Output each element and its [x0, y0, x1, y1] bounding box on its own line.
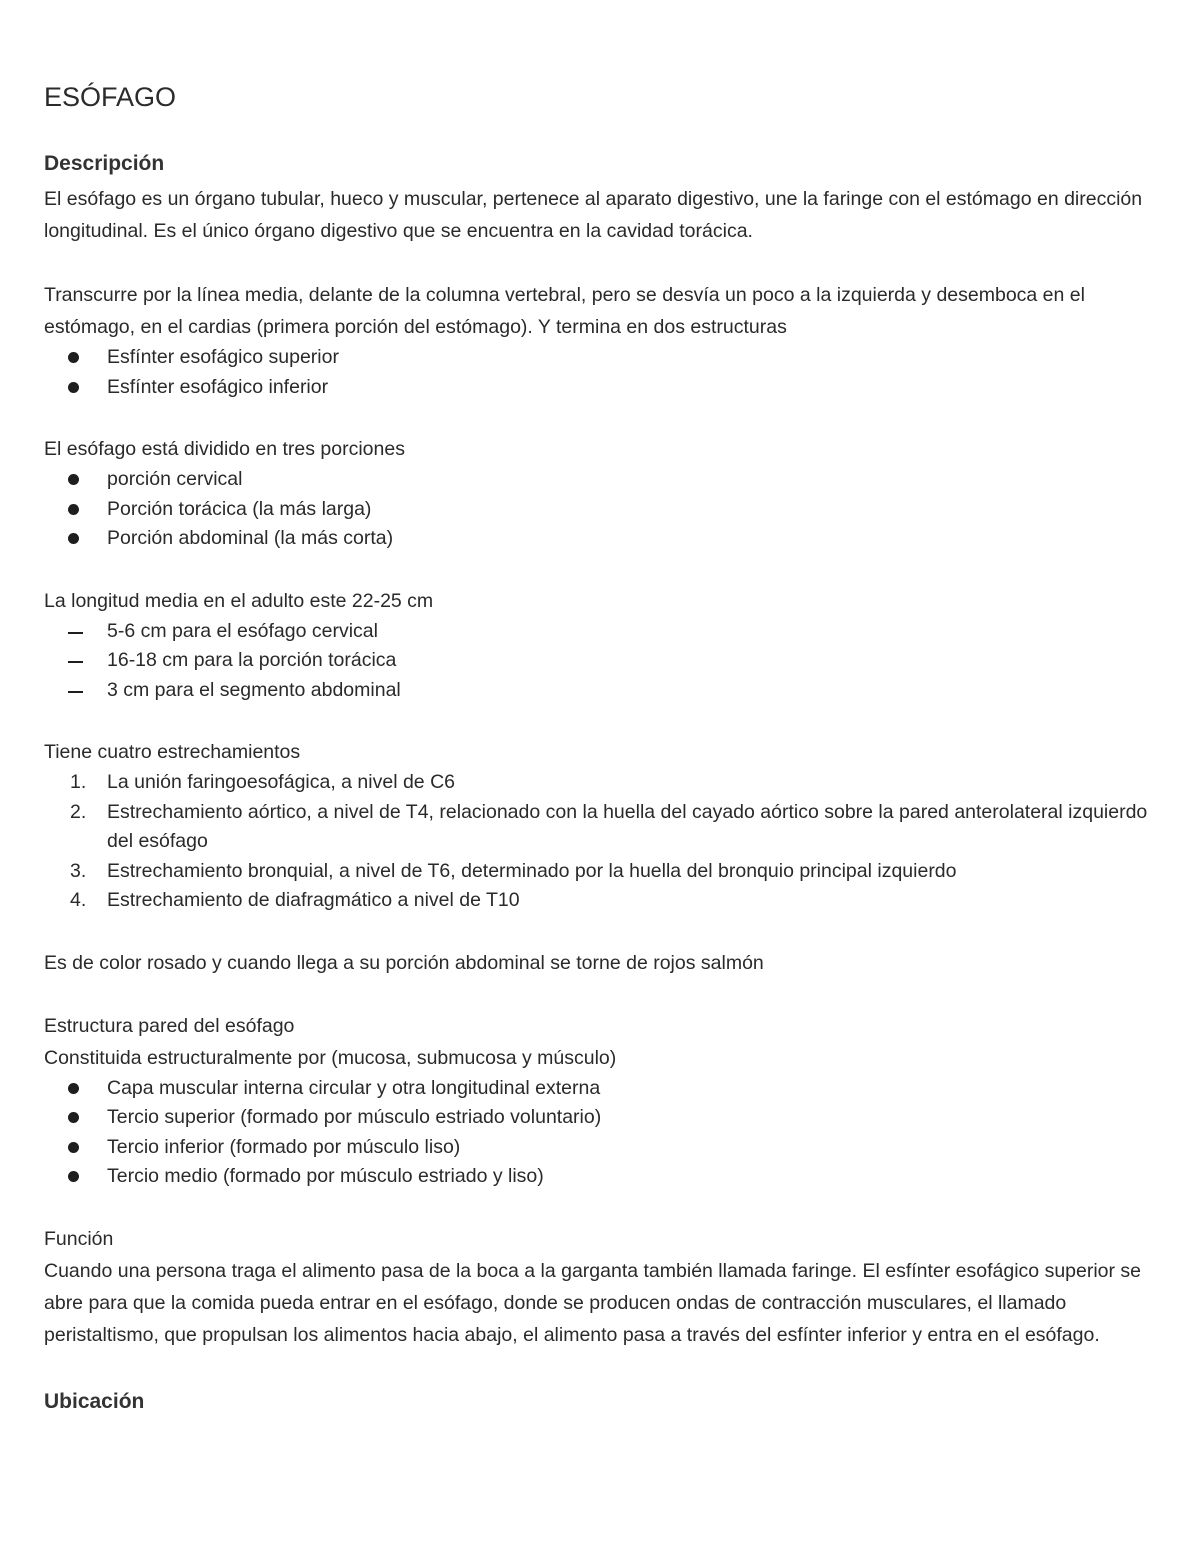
list-item: 2. Estrechamiento aórtico, a nivel de T4, relacionado con la huella del cayado aórtico sobre la pared anterolateral izquierdo del esófago: [70, 800, 1148, 852]
document-page: [44, 78, 1154, 1417]
page-title: ESÓFAGO: [44, 82, 177, 112]
bullet-icon: [68, 1112, 79, 1123]
bullet-icon: [68, 1171, 79, 1182]
list-item: Tercio medio (formado por músculo estriado y liso): [44, 1162, 1154, 1192]
esfinteres-list: [44, 343, 1154, 402]
list-item: 3. Estrechamiento bronquial, a nivel de T6, determinado por la huella del bronquio principal izquierdo: [70, 859, 957, 882]
bullet-icon: [68, 533, 79, 544]
bullet-icon: [68, 1142, 79, 1153]
estructura-intro: Constituida estructuralmente por (mucosa, submucosa y músculo): [44, 1046, 617, 1069]
capas-list: [44, 1074, 1154, 1192]
porciones-list: [44, 465, 1154, 554]
descripcion-paragraph-2: Transcurre por la línea media, delante de la columna vertebral, pero se desvía un poco a la izquierda y desemboca en el estómago, en el cardias (primera porción del estómago). Y termina en dos estructuras: [44, 284, 1085, 338]
descripcion-paragraph-1: El esófago es un órgano tubular, hueco y muscular, pertenece al aparato digestivo, une la faringe con el estómago en dirección longitudinal. Es el único órgano digestivo que se encuentra en la cavidad torácica.: [44, 188, 1143, 242]
estrechamientos-intro: Tiene cuatro estrechamientos: [44, 741, 301, 763]
list-item: 16-18 cm para la porción torácica: [44, 646, 1154, 676]
longitud-intro: La longitud media en el adulto este 22-25 cm: [44, 589, 434, 612]
list-item: Tercio superior (formado por músculo estriado voluntario): [44, 1103, 1154, 1133]
bullet-icon: [68, 382, 79, 393]
list-item: porción cervical: [44, 465, 1154, 495]
dash-icon: [68, 691, 83, 693]
porciones-intro: El esófago está dividido en tres porciones: [44, 438, 405, 460]
bullet-icon: [68, 1083, 79, 1094]
bullet-icon: [68, 352, 79, 363]
dash-icon: [68, 632, 83, 634]
descripcion-heading: Descripción: [44, 152, 165, 175]
list-item: Porción torácica (la más larga): [44, 495, 1154, 525]
funcion-title: Función: [44, 1227, 114, 1250]
list-item: Capa muscular interna circular y otra longitudinal externa: [44, 1074, 1154, 1104]
list-item: Tercio inferior (formado por músculo liso): [44, 1133, 1154, 1163]
list-item: 4. Estrechamiento de diafragmático a nivel de T10: [70, 889, 520, 911]
color-paragraph: Es de color rosado y cuando llega a su porción abdominal se torne de rojos salmón: [44, 951, 764, 974]
list-item: 3 cm para el segmento abdominal: [44, 676, 1154, 706]
dash-icon: [68, 661, 83, 663]
estructura-title: Estructura pared del esófago: [44, 1014, 295, 1037]
bullet-icon: [68, 504, 79, 515]
ubicacion-heading: Ubicación: [44, 1389, 145, 1413]
bullet-icon: [68, 474, 79, 485]
estrechamientos-list: [44, 768, 1154, 916]
list-item: 5-6 cm para el esófago cervical: [44, 617, 1154, 647]
longitudes-list: [44, 617, 1154, 706]
funcion-paragraph: Cuando una persona traga el alimento pasa de la boca a la garganta también llamada faringe. El esfínter esofágico superior se abre para que la comida pueda entrar en el esófago, donde se producen ondas de contracción musculares, el llamado peristaltismo, que propulsan los alimentos hacia abajo, el alimento pasa a través del esfínter inferior y entra en el esófago.: [44, 1259, 1142, 1346]
list-item: Porción abdominal (la más corta): [44, 524, 1154, 554]
list-item: 1. La unión faringoesofágica, a nivel de C6: [70, 771, 455, 793]
list-item: Esfínter esofágico superior: [44, 343, 1154, 373]
list-item: Esfínter esofágico inferior: [44, 373, 1154, 403]
